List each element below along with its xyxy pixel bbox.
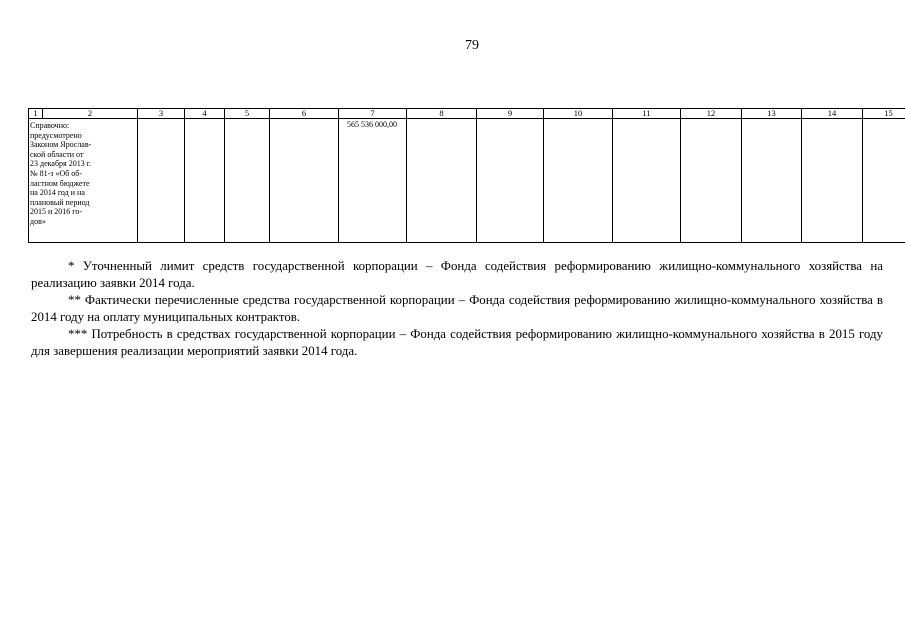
table-header-cell: 11 (613, 109, 681, 119)
table-cell (138, 119, 185, 243)
row-name-line: Справочно: (30, 121, 70, 130)
table-cell (863, 119, 905, 243)
table-header-cell: 7 (339, 109, 407, 119)
table-cell (270, 119, 339, 243)
row-name-line: 23 декабря 2013 г. (30, 159, 92, 169)
table-header-cell: 15 (863, 109, 905, 119)
table-cell (407, 119, 477, 243)
table-cell (681, 119, 742, 243)
table-cell (802, 119, 863, 243)
data-table (28, 108, 905, 243)
page-number: 79 (465, 38, 479, 53)
footnote-1: * Уточненный лимит средств государственной корпорации – Фонда содействия реформированию жилищно-коммунального хозяйства на реализацию заявки 2014 года. (31, 259, 883, 290)
table-header-cell: 10 (544, 109, 613, 119)
row-name-line: ластном бюджете (30, 178, 90, 188)
table-header-cell: 4 (185, 109, 225, 119)
footnote-3: *** Потребность в средствах государственной корпорации – Фонда содействия реформированию жилищно-коммунального хозяйства в 2015 году для завершения реализации мероприятий заявки 2014 года. (31, 327, 883, 358)
footnote-2: ** Фактически перечисленные средства государственной корпорации – Фонда содействия реформированию жилищно-коммунального хозяйства в 2014 году на оплату муниципальных контрактов. (31, 293, 883, 324)
table-header-cell: 8 (407, 109, 477, 119)
table-header-cell: 13 (742, 109, 802, 119)
table-header-cell: 6 (270, 109, 339, 119)
footnotes (31, 258, 883, 360)
table-cell (477, 119, 544, 243)
table-cell (185, 119, 225, 243)
row-name-cell (29, 119, 138, 243)
table-header-row (29, 109, 905, 119)
table-cell (225, 119, 270, 243)
row-name-line: 2015 и 2016 го- (30, 207, 83, 217)
table-header-cell: 5 (225, 109, 270, 119)
row-name-line: Законом Ярослав- (30, 140, 92, 150)
row-name-line: плановый период (30, 197, 90, 207)
row-name-line: дов» (30, 216, 46, 226)
table-header-cell: 9 (477, 109, 544, 119)
row-name-line: № 81-з «Об об- (30, 168, 83, 178)
col7-value-cell: 565 536 000,00 (339, 119, 407, 243)
row-name-line: предусмотрено (30, 130, 82, 140)
table-cell (742, 119, 802, 243)
table-header-cell: 2 (43, 109, 138, 119)
table-header-cell: 12 (681, 109, 742, 119)
row-name-line: на 2014 год и на (30, 188, 85, 198)
table-row (29, 119, 905, 243)
table-header-cell: 3 (138, 109, 185, 119)
table-cell (613, 119, 681, 243)
table-header-cell: 14 (802, 109, 863, 119)
row-name-line: ской области от (30, 149, 84, 159)
table-header-cell: 1 (29, 109, 43, 119)
table-cell (544, 119, 613, 243)
